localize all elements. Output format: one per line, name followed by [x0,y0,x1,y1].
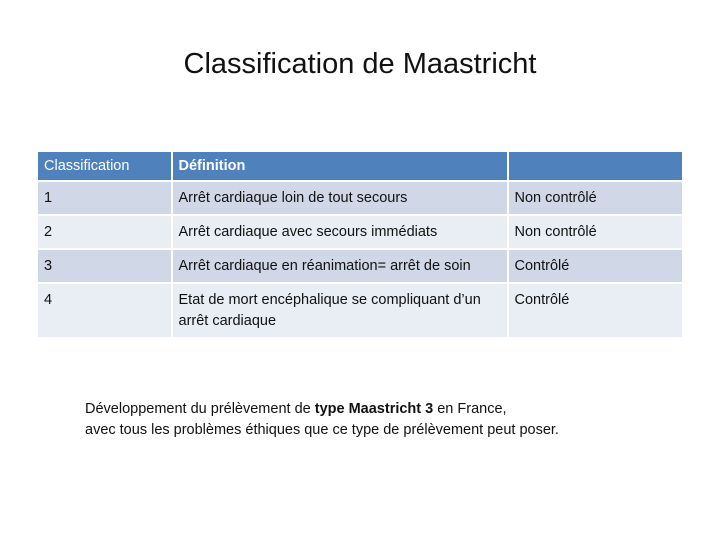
footnote-line-2: avec tous les problèmes éthiques que ce type de prélèvement peut poser. [85,422,559,438]
table-row [38,250,682,282]
table-row [38,182,682,214]
table-header-row [38,152,682,180]
cell-status: Contrôlé [509,284,683,337]
header-classification: Classification [38,152,171,180]
cell-status: Contrôlé [509,250,683,282]
footnote-text-part1: Développement du prélèvement de [85,401,315,417]
maastricht-table [36,150,684,339]
cell-classification: 2 [38,216,171,248]
footnote-text [85,399,685,441]
cell-classification: 4 [38,284,171,337]
table-row [38,216,682,248]
footnote-line-1 [85,399,685,420]
slide-title: Classification de Maastricht [183,48,537,80]
cell-definition: Arrêt cardiaque en réanimation= arrêt de soin [173,250,507,282]
footnote-bold-maastricht: Maastricht 3 [348,401,434,417]
footnote-bold-type: type [314,401,345,417]
header-status [509,152,683,180]
cell-definition: Arrêt cardiaque avec secours immédiats [173,216,507,248]
cell-status: Non contrôlé [509,182,683,214]
cell-definition: Etat de mort encéphalique se compliquant d’un arrêt cardiaque [173,284,507,337]
footnote-text-part2: en France, [433,401,507,417]
cell-classification: 1 [38,182,171,214]
cell-definition: Arrêt cardiaque loin de tout secours [173,182,507,214]
cell-status: Non contrôlé [509,216,683,248]
table-row [38,284,682,337]
header-definition: Définition [173,152,507,180]
cell-classification: 3 [38,250,171,282]
